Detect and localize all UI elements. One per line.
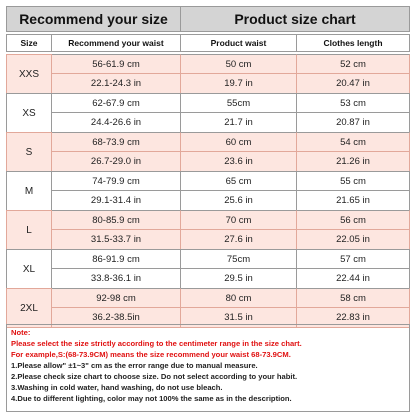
clothes-length-in: 20.87 in: [297, 113, 410, 133]
clothes-length-in: 21.65 in: [297, 191, 410, 211]
product-waist-cm: 70 cm: [181, 210, 297, 230]
notes-line-3: 1.Please allow" ±1~3" cm as the error range due to manual measure.: [11, 361, 258, 370]
notes-box: [6, 324, 410, 412]
clothes-length-cm: 58 cm: [297, 288, 410, 308]
size-label: S: [6, 132, 52, 172]
col-clothes-length: Clothes length: [297, 34, 410, 52]
product-waist-in: 25.6 in: [181, 191, 297, 211]
cm-row: [52, 171, 410, 191]
product-waist-in: 27.6 in: [181, 230, 297, 250]
notes-line-6: 4.Due to different lighting, color may not 100% the same as in the description.: [11, 394, 292, 403]
notes-line-1: Please select the size strictly according to the centimeter range in the size chart.: [11, 339, 302, 348]
size-label: 2XL: [6, 288, 52, 328]
waist-in: 26.7-29.0 in: [52, 152, 181, 172]
size-label: XL: [6, 249, 52, 289]
cm-row: [52, 54, 410, 74]
waist-cm: 86-91.9 cm: [52, 249, 181, 269]
waist-in: 36.2-38.5in: [52, 308, 181, 328]
product-waist-in: 29.5 in: [181, 269, 297, 289]
waist-in: 31.5-33.7 in: [52, 230, 181, 250]
clothes-length-cm: 57 cm: [297, 249, 410, 269]
cm-row: [52, 93, 410, 113]
waist-in: 33.8-36.1 in: [52, 269, 181, 289]
product-waist-cm: 60 cm: [181, 132, 297, 152]
notes-title: Note:: [11, 328, 31, 337]
product-waist-in: 21.7 in: [181, 113, 297, 133]
in-row: [52, 113, 410, 133]
clothes-length-in: 20.47 in: [297, 74, 410, 94]
cm-row: [52, 210, 410, 230]
size-group-xs: [6, 93, 410, 133]
size-group-2xl: [6, 288, 410, 328]
in-row: [52, 152, 410, 172]
clothes-length-cm: 53 cm: [297, 93, 410, 113]
header-row: [6, 6, 410, 32]
size-label: L: [6, 210, 52, 250]
notes-line-5: 3.Washing in cold water, hand washing, do not use bleach.: [11, 383, 223, 392]
waist-in: 22.1-24.3 in: [52, 74, 181, 94]
clothes-length-in: 22.44 in: [297, 269, 410, 289]
in-row: [52, 191, 410, 211]
product-waist-cm: 55cm: [181, 93, 297, 113]
size-group-l: [6, 210, 410, 250]
clothes-length-cm: 54 cm: [297, 132, 410, 152]
product-waist-in: 31.5 in: [181, 308, 297, 328]
waist-cm: 68-73.9 cm: [52, 132, 181, 152]
notes-line-2: For example,S:(68-73.9CM) means the size recommend your waist 68-73.9CM.: [11, 350, 291, 359]
in-row: [52, 74, 410, 94]
size-group-m: [6, 171, 410, 211]
cm-row: [52, 249, 410, 269]
product-waist-cm: 65 cm: [181, 171, 297, 191]
waist-cm: 62-67.9 cm: [52, 93, 181, 113]
size-label: M: [6, 171, 52, 211]
waist-cm: 74-79.9 cm: [52, 171, 181, 191]
size-label: XS: [6, 93, 52, 133]
in-row: [52, 230, 410, 250]
clothes-length-in: 22.05 in: [297, 230, 410, 250]
waist-in: 24.4-26.6 in: [52, 113, 181, 133]
product-waist-cm: 80 cm: [181, 288, 297, 308]
clothes-length-in: 21.26 in: [297, 152, 410, 172]
cm-row: [52, 132, 410, 152]
recommend-size-title: Recommend your size: [6, 6, 181, 32]
waist-cm: 56-61.9 cm: [52, 54, 181, 74]
product-waist-cm: 50 cm: [181, 54, 297, 74]
in-row: [52, 269, 410, 289]
waist-cm: 92-98 cm: [52, 288, 181, 308]
cm-row: [52, 288, 410, 308]
size-group-xxs: [6, 54, 410, 94]
product-waist-in: 19.7 in: [181, 74, 297, 94]
product-waist-in: 23.6 in: [181, 152, 297, 172]
size-group-xl: [6, 249, 410, 289]
clothes-length-cm: 55 cm: [297, 171, 410, 191]
column-headers: [6, 34, 410, 52]
size-group-s: [6, 132, 410, 172]
waist-in: 29.1-31.4 in: [52, 191, 181, 211]
clothes-length-cm: 52 cm: [297, 54, 410, 74]
product-waist-cm: 75cm: [181, 249, 297, 269]
clothes-length-in: 22.83 in: [297, 308, 410, 328]
notes-line-4: 2.Please check size chart to choose size. Do not select according to your habit.: [11, 372, 298, 381]
waist-cm: 80-85.9 cm: [52, 210, 181, 230]
product-size-chart-title: Product size chart: [181, 6, 410, 32]
size-label: XXS: [6, 54, 52, 94]
col-recommend-waist: Recommend your waist: [52, 34, 181, 52]
col-size: Size: [6, 34, 52, 52]
clothes-length-cm: 56 cm: [297, 210, 410, 230]
col-product-waist: Product waist: [181, 34, 297, 52]
